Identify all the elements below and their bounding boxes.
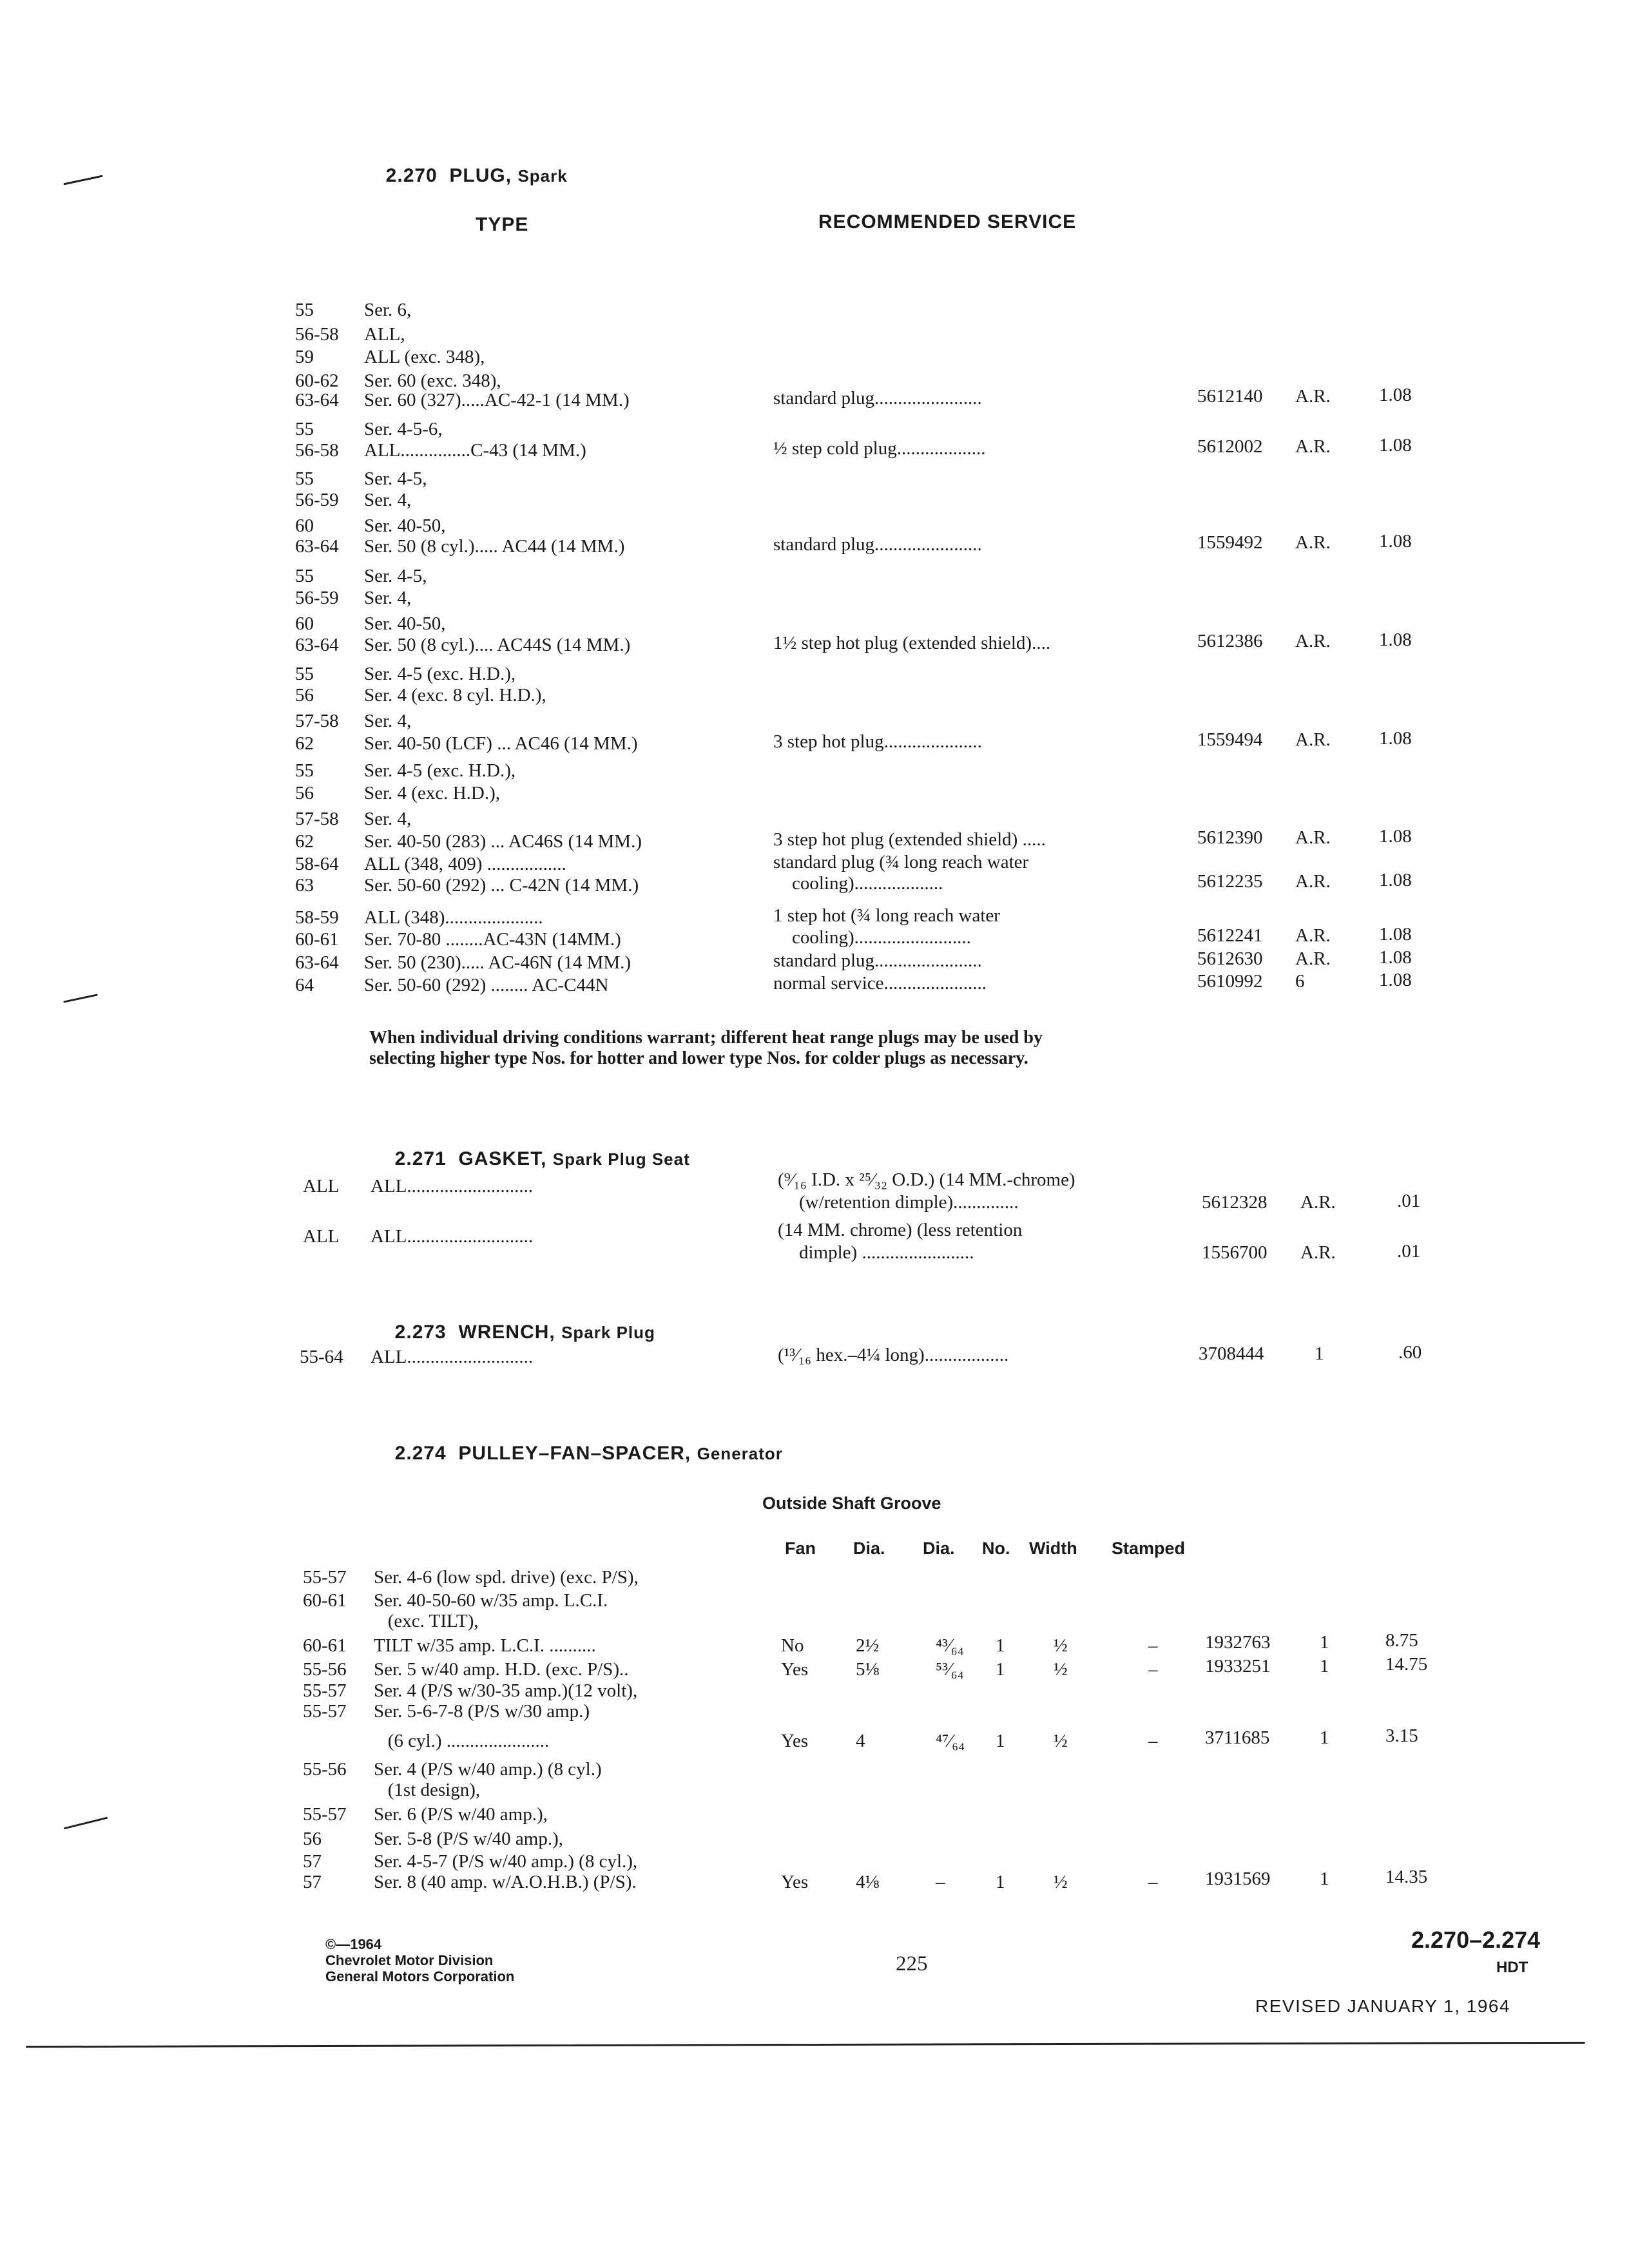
row-service: cooling)...................	[773, 873, 943, 894]
row-type: Ser. 4-5-6,	[364, 419, 443, 439]
row-service: cooling).........................	[773, 927, 971, 948]
row-quantity: 1	[1315, 1343, 1324, 1364]
row-year: 57	[303, 1851, 322, 1872]
row-year: 60	[295, 613, 314, 634]
row-part-number: 5612386	[1197, 631, 1263, 651]
row-type: ALL...........................	[371, 1347, 534, 1367]
row-year: 63	[295, 875, 314, 896]
row-price: 1.08	[1379, 385, 1412, 405]
row-part-number: 5612140	[1197, 386, 1263, 407]
row-dia: 4	[856, 1731, 865, 1751]
row-shaft-dia: –	[936, 1872, 945, 1892]
row-year: 55	[295, 419, 314, 439]
row-service: 3 step hot plug.....................	[773, 731, 982, 752]
section-title: GASKET,	[458, 1148, 547, 1169]
row-price: 1.08	[1379, 826, 1412, 847]
row-service-line-2: (w/retention dimple)..............	[799, 1192, 1019, 1213]
row-part-number: 5612002	[1197, 436, 1263, 457]
row-type: Ser. 40-50 (283) ... AC46S (14 MM.)	[364, 831, 642, 852]
row-year: ALL	[303, 1226, 340, 1247]
section-subtitle: Spark Plug	[561, 1323, 655, 1342]
row-type: Ser. 4 (P/S w/40 amp.) (8 cyl.)	[374, 1759, 602, 1780]
section-subtitle: Spark	[517, 166, 568, 186]
row-year: 64	[295, 975, 314, 995]
row-type: Ser. 4 (exc. H.D.),	[364, 783, 501, 803]
row-year: 57-58	[295, 711, 339, 731]
footer-section-range: 2.270–2.274	[1411, 1927, 1541, 1953]
row-year: 60-62	[295, 370, 339, 391]
row-year: 56	[303, 1829, 322, 1849]
row-type: (6 cyl.) ......................	[374, 1731, 550, 1751]
row-type: Ser. 40-50,	[364, 613, 446, 634]
row-type: Ser. 6,	[364, 300, 412, 320]
row-price: 1.08	[1379, 629, 1412, 650]
row-type: TILT w/35 amp. L.C.I. ..........	[374, 1635, 596, 1656]
margin-mark	[63, 994, 97, 1003]
plug-note-line-1: When individual driving conditions warrant; different heat range plugs may be used by	[369, 1028, 1043, 1048]
section-subtitle: Generator	[697, 1444, 783, 1463]
row-quantity: A.R.	[1295, 948, 1331, 969]
section-heading-2-273	[383, 1300, 655, 1343]
row-year: 55-57	[303, 1804, 347, 1825]
row-part-number: 1559494	[1197, 729, 1263, 750]
row-price: 1.08	[1379, 970, 1412, 990]
row-year: 56	[295, 685, 314, 706]
row-price: 1.08	[1379, 435, 1412, 456]
row-type: Ser. 60 (327).....AC-42-1 (14 MM.)	[364, 390, 630, 410]
row-fan: Yes	[781, 1659, 809, 1680]
row-year: 55	[295, 760, 314, 781]
row-quantity: A.R.	[1295, 729, 1331, 750]
plug-note-line-2: selecting higher type Nos. for hotter and lower type Nos. for colder plugs as necessary.	[369, 1048, 1028, 1068]
row-type: (1st design),	[374, 1780, 481, 1800]
row-part-number: 3708444	[1199, 1343, 1264, 1364]
row-type: Ser. 60 (exc. 348),	[364, 370, 501, 391]
section-subtitle: Spark Plug Seat	[552, 1149, 690, 1169]
row-year: 60	[295, 515, 314, 536]
row-year: 57-58	[295, 809, 339, 829]
row-year: 60-61	[295, 929, 339, 950]
row-service: (¹³⁄₁₆ hex.–4¼ long)..................	[778, 1345, 1009, 1365]
row-year: 63-64	[295, 952, 339, 973]
row-year: 63-64	[295, 635, 339, 655]
row-type: Ser. 4-5,	[364, 566, 427, 586]
row-type: Ser. 50 (8 cyl.).... AC44S (14 MM.)	[364, 635, 631, 655]
row-type: Ser. 5 w/40 amp. H.D. (exc. P/S)..	[374, 1659, 629, 1680]
column-header-type: TYPE	[476, 214, 529, 235]
row-year: 63-64	[295, 390, 339, 410]
row-service: standard plug (¾ long reach water	[773, 852, 1029, 872]
row-year: 56	[295, 783, 314, 803]
row-price: 1.08	[1379, 947, 1412, 968]
row-service: 1 step hot (¾ long reach water	[773, 905, 1000, 926]
section-title: PULLEY–FAN–SPACER,	[458, 1443, 691, 1464]
section-number: 2.274	[394, 1443, 447, 1464]
row-year: 55	[295, 468, 314, 489]
row-type: Ser. 50-60 (292) ... C-42N (14 MM.)	[364, 875, 639, 896]
row-quantity: 1	[1320, 1869, 1329, 1889]
row-price: 1.08	[1379, 870, 1412, 890]
row-price: 3.15	[1385, 1725, 1418, 1746]
row-groove-width: ½	[1054, 1659, 1068, 1680]
row-part-number: 5612235	[1197, 871, 1263, 892]
row-service: standard plug.......................	[773, 534, 982, 555]
row-year: 57	[303, 1872, 322, 1892]
footer-code: HDT	[1496, 1959, 1528, 1976]
row-fan: Yes	[781, 1872, 809, 1892]
row-type: ALL (348, 409) .................	[364, 854, 566, 874]
column-header-shaft-dia: Dia.	[923, 1539, 955, 1558]
row-year: 62	[295, 733, 314, 754]
row-price: .01	[1397, 1241, 1421, 1262]
row-year: 59	[295, 347, 314, 367]
row-type: Ser. 50 (8 cyl.)..... AC44 (14 MM.)	[364, 536, 625, 557]
row-part-number: 3711685	[1205, 1727, 1270, 1748]
section-number: 2.273	[394, 1321, 447, 1343]
row-type: Ser. 50 (230)..... AC-46N (14 MM.)	[364, 952, 631, 973]
row-stamped: –	[1148, 1731, 1158, 1751]
row-groove-no: 1	[996, 1731, 1005, 1751]
row-type: Ser. 4-5-7 (P/S w/40 amp.) (8 cyl.),	[374, 1851, 638, 1872]
section-heading-2-270	[374, 143, 568, 187]
row-fan: No	[781, 1635, 804, 1656]
row-type: Ser. 4 (P/S w/30-35 amp.)(12 volt),	[374, 1680, 638, 1701]
column-header-groove-width: Width	[1029, 1539, 1077, 1558]
row-groove-width: ½	[1054, 1635, 1068, 1656]
row-price: 1.08	[1379, 531, 1412, 552]
row-quantity: A.R.	[1295, 871, 1331, 892]
section-title: WRENCH,	[458, 1321, 555, 1343]
row-part-number: 5612241	[1197, 925, 1263, 946]
row-type: Ser. 4,	[364, 490, 412, 510]
page-number: 225	[896, 1952, 928, 1975]
row-year: ALL	[303, 1176, 340, 1196]
row-service-line-1: (⁹⁄₁₆ I.D. x ²⁵⁄₃₂ O.D.) (14 MM.-chrome)	[778, 1169, 1075, 1190]
row-fan: Yes	[781, 1731, 809, 1751]
row-type: Ser. 4-5,	[364, 468, 427, 489]
row-groove-no: 1	[996, 1872, 1005, 1892]
row-year: 58-59	[295, 907, 339, 928]
row-quantity: 1	[1320, 1727, 1329, 1748]
footer-rule	[26, 2042, 1585, 2048]
row-stamped: –	[1148, 1635, 1158, 1656]
row-dia: 5⅛	[856, 1659, 880, 1680]
row-part-number: 1556700	[1202, 1242, 1268, 1263]
row-type: Ser. 4,	[364, 809, 412, 829]
row-stamped: –	[1148, 1872, 1158, 1892]
row-dia: 2½	[856, 1635, 880, 1656]
row-service: 1½ step hot plug (extended shield)....	[773, 633, 1051, 653]
row-price: .01	[1397, 1191, 1421, 1211]
row-year: 55	[295, 300, 314, 320]
section-heading-2-271	[383, 1126, 690, 1170]
row-shaft-dia: ⁴³⁄₆₄	[936, 1635, 964, 1656]
row-dia: 4⅛	[856, 1872, 880, 1892]
row-service-line-2: dimple) ........................	[799, 1242, 974, 1263]
row-groove-no: 1	[996, 1659, 1005, 1680]
row-year: 56-59	[295, 588, 339, 608]
row-groove-no: 1	[996, 1635, 1005, 1656]
row-part-number: 5610992	[1197, 971, 1263, 992]
row-year: 55-57	[303, 1567, 347, 1588]
footer-division: Chevrolet Motor Division	[325, 1952, 494, 1968]
row-quantity: A.R.	[1300, 1192, 1336, 1213]
row-quantity: 6	[1295, 971, 1305, 992]
row-price: .60	[1398, 1342, 1422, 1363]
footer-revised-date: REVISED JANUARY 1, 1964	[1255, 1996, 1511, 2016]
row-service-line-1: (14 MM. chrome) (less retention	[778, 1220, 1023, 1240]
row-type: ALL...............C-43 (14 MM.)	[364, 440, 586, 461]
row-type: Ser. 4,	[364, 711, 412, 731]
row-part-number: 5612390	[1197, 827, 1263, 848]
row-type: Ser. 4-5 (exc. H.D.),	[364, 664, 516, 684]
row-price: 1.08	[1379, 728, 1412, 749]
row-type: ALL (348).....................	[364, 907, 543, 928]
row-year: 55-64	[300, 1347, 343, 1367]
row-type: Ser. 6 (P/S w/40 amp.),	[374, 1804, 548, 1825]
row-price: 14.35	[1385, 1867, 1428, 1887]
footer-copyright: ©—1964	[325, 1936, 382, 1952]
margin-mark	[64, 1817, 108, 1830]
row-part-number: 1932763	[1205, 1632, 1271, 1653]
margin-mark	[63, 175, 102, 186]
row-stamped: –	[1148, 1659, 1158, 1680]
row-type: Ser. 40-50-60 w/35 amp. L.C.I.	[374, 1590, 608, 1611]
row-quantity: A.R.	[1295, 532, 1331, 553]
row-year: 55-56	[303, 1759, 347, 1780]
row-service: ½ step cold plug...................	[773, 438, 986, 459]
row-service: standard plug.......................	[773, 388, 982, 408]
column-header-recommended-service: RECOMMENDED SERVICE	[818, 211, 1077, 233]
row-year: 62	[295, 831, 314, 852]
column-header-stamped: Stamped	[1112, 1539, 1186, 1558]
row-part-number: 1931569	[1205, 1869, 1271, 1889]
row-year: 60-61	[303, 1590, 347, 1611]
row-groove-width: ½	[1054, 1872, 1068, 1892]
row-quantity: A.R.	[1295, 631, 1331, 651]
row-year: 58-64	[295, 854, 339, 874]
row-year: 60-61	[303, 1635, 347, 1656]
row-service: 3 step hot plug (extended shield) .....	[773, 829, 1046, 850]
row-price: 14.75	[1385, 1654, 1428, 1675]
row-type: Ser. 4,	[364, 588, 412, 608]
row-quantity: A.R.	[1295, 827, 1331, 848]
row-year: 63-64	[295, 536, 339, 557]
row-part-number: 1933251	[1205, 1656, 1271, 1677]
row-groove-width: ½	[1054, 1731, 1068, 1751]
row-year: 56-59	[295, 490, 339, 510]
row-part-number: 1559492	[1197, 532, 1263, 553]
row-year: 55-56	[303, 1659, 347, 1680]
row-type: Ser. 40-50 (LCF) ... AC46 (14 MM.)	[364, 733, 638, 754]
row-type: Ser. 4-6 (low spd. drive) (exc. P/S),	[374, 1567, 639, 1588]
column-header-groove-no: No.	[982, 1539, 1010, 1558]
row-quantity: 1	[1320, 1632, 1329, 1653]
row-year: 56-58	[295, 440, 339, 461]
group-header-outside-shaft-groove: Outside Shaft Groove	[762, 1494, 941, 1513]
row-service: standard plug.......................	[773, 950, 982, 971]
row-type: Ser. 70-80 ........AC-43N (14MM.)	[364, 929, 621, 950]
column-header-dia: Dia.	[853, 1539, 885, 1558]
row-type: Ser. 50-60 (292) ........ AC-C44N	[364, 975, 609, 995]
row-price: 8.75	[1385, 1630, 1418, 1651]
row-year: 55	[295, 664, 314, 684]
row-type: Ser. 5-6-7-8 (P/S w/30 amp.)	[374, 1701, 590, 1722]
row-year: 55	[295, 566, 314, 586]
row-service: normal service......................	[773, 973, 987, 994]
column-header-fan: Fan	[785, 1539, 816, 1558]
row-year: 55-57	[303, 1701, 347, 1722]
section-number: 2.270	[385, 165, 438, 186]
row-part-number: 5612328	[1202, 1192, 1268, 1213]
row-quantity: A.R.	[1295, 925, 1331, 946]
row-quantity: A.R.	[1295, 386, 1331, 407]
row-type: ALL,	[364, 324, 405, 345]
row-type: Ser. 40-50,	[364, 515, 446, 536]
section-title: PLUG,	[449, 165, 512, 186]
row-shaft-dia: ⁵³⁄₆₄	[936, 1659, 964, 1680]
row-type: Ser. 8 (40 amp. w/A.O.H.B.) (P/S).	[374, 1872, 637, 1892]
row-part-number: 5612630	[1197, 948, 1263, 969]
row-shaft-dia: ⁴⁷⁄₆₄	[936, 1731, 965, 1751]
row-type: ALL...........................	[371, 1226, 534, 1247]
row-price: 1.08	[1379, 924, 1412, 945]
row-type: (exc. TILT),	[374, 1611, 479, 1631]
section-number: 2.271	[394, 1148, 447, 1169]
row-year: 56-58	[295, 324, 339, 345]
row-quantity: A.R.	[1300, 1242, 1336, 1263]
row-quantity: A.R.	[1295, 436, 1331, 457]
row-quantity: 1	[1320, 1656, 1329, 1677]
row-type: Ser. 4-5 (exc. H.D.),	[364, 760, 516, 781]
footer-corporation: General Motors Corporation	[325, 1968, 515, 1984]
row-year: 55-57	[303, 1680, 347, 1701]
row-type: ALL...........................	[371, 1176, 534, 1196]
row-type: Ser. 4 (exc. 8 cyl. H.D.),	[364, 685, 546, 706]
row-type: ALL (exc. 348),	[364, 347, 485, 367]
section-heading-2-274	[383, 1421, 783, 1465]
row-type: Ser. 5-8 (P/S w/40 amp.),	[374, 1829, 564, 1849]
